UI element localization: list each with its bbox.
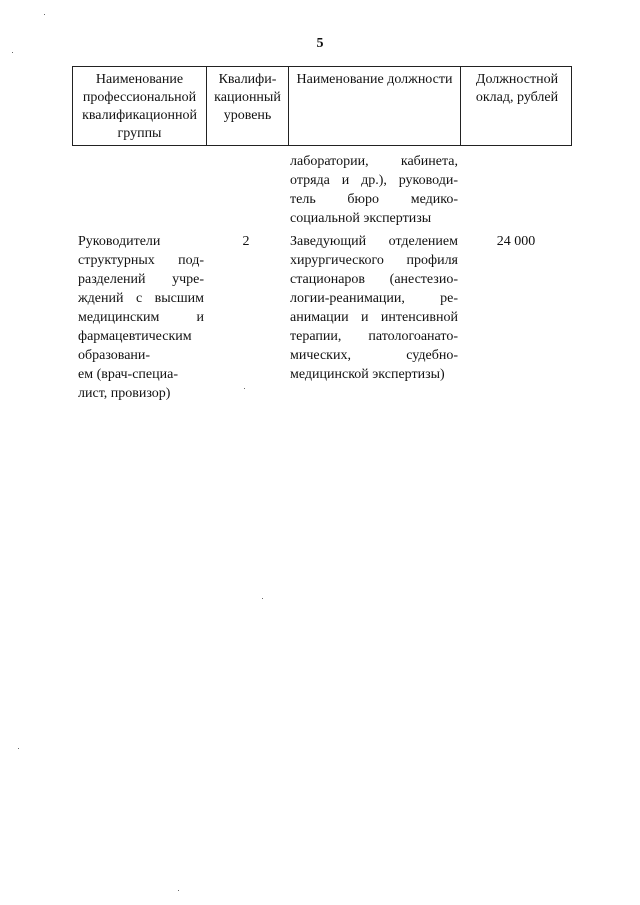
header-line: Наименование [95, 72, 184, 87]
text-line: Руководители [78, 234, 161, 249]
text-line: Заведующий отделением [290, 234, 458, 249]
row-group-name [78, 232, 204, 403]
text-line: ем (врач-специа- [78, 367, 178, 382]
header-position-name [289, 67, 461, 145]
text-line: стационаров (анестезио- [290, 272, 458, 287]
table-header [72, 66, 572, 146]
header-line: Должностной [475, 72, 559, 87]
text-line: социальной экспертизы [290, 211, 432, 226]
text-line: фармацевтическим [78, 329, 192, 344]
text-line: разделений учре- [78, 272, 204, 287]
text-line: хирургического профиля [290, 253, 458, 268]
text-line: образовани- [78, 348, 151, 363]
scan-speck [44, 14, 45, 15]
header-line: профессиональной [82, 90, 197, 105]
header-salary [461, 67, 573, 145]
text-line: анимации и интенсивной [290, 310, 458, 325]
text-line: лаборатории, кабинета, [290, 154, 458, 169]
header-line: оклад, рублей [475, 90, 559, 105]
row-qualification-level: 2 [242, 234, 250, 249]
scan-speck [12, 52, 13, 53]
scan-speck [244, 388, 245, 389]
row-position-name [290, 232, 458, 384]
scan-speck [18, 748, 19, 749]
header-line: кационный [214, 90, 281, 105]
text-line: отряда и др.), руководи- [290, 173, 458, 188]
text-line: медицинским и [78, 310, 204, 325]
text-line: терапии, патологоанато- [290, 329, 458, 344]
text-line: лист, провизор) [78, 386, 171, 401]
text-line: мических, судебно- [290, 348, 458, 363]
page-number: 5 [316, 36, 324, 51]
row-salary: 24 000 [496, 234, 536, 249]
header-line: группы [117, 126, 162, 141]
scan-speck [262, 598, 263, 599]
header-line: квалификационной [82, 108, 197, 123]
text-line: структурных под- [78, 253, 204, 268]
text-line: ждений с высшим [78, 291, 204, 306]
header-line: уровень [223, 108, 272, 123]
text-line: медицинской экспертизы) [290, 367, 445, 382]
header-line: Квалифи- [218, 72, 277, 87]
position-continuation [290, 152, 458, 228]
header-line: Наименование должности [296, 72, 453, 87]
text-line: тель бюро медико- [290, 192, 458, 207]
scan-speck [178, 890, 179, 891]
text-line: логии-реанимации, ре- [290, 291, 458, 306]
header-group-name [73, 67, 207, 145]
header-qualification-level [207, 67, 289, 145]
